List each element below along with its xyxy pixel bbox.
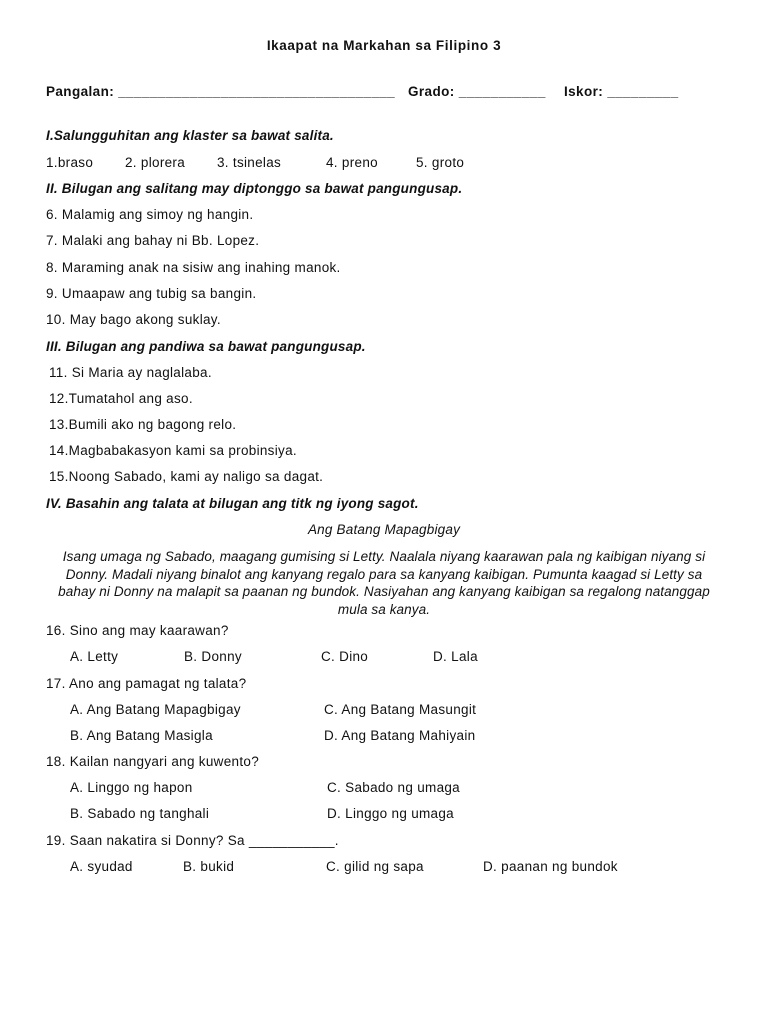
choice-item[interactable]: D. paanan ng bundok [483,859,618,874]
choice-item[interactable]: B. Donny [184,649,242,664]
choice-item[interactable]: D. Ang Batang Mahiyain [324,728,476,743]
question-item: 14.Magbabakasyon kami sa probinsiya. [49,443,297,458]
question-item: 7. Malaki ang bahay ni Bb. Lopez. [46,233,260,248]
choice-item[interactable]: C. Ang Batang Masungit [324,702,477,717]
question-item: 17. Ano ang pamagat ng talata? [46,676,247,691]
choice-item[interactable]: B. bukid [183,859,235,874]
word-item: 4. preno [326,155,378,170]
question-item: 11. Si Maria ay naglalaba. [49,365,212,380]
name-field[interactable]: Pangalan: ___________________________________ [46,84,396,99]
question-item: 12.Tumatahol ang aso. [49,391,193,406]
page-title: Ikaapat na Markahan sa Filipino 3 [266,38,502,53]
choice-item[interactable]: D. Linggo ng umaga [327,806,454,821]
section-3-heading: III. Bilugan ang pandiwa sa bawat pangungusap. [46,339,366,354]
choice-item[interactable]: A. Ang Batang Mapagbigay [70,702,241,717]
question-item: 18. Kailan nangyari ang kuwento? [46,754,259,769]
passage-text: Isang umaga ng Sabado, maagang gumising si Letty. Naalala niyang kaarawan pala ng kaibigan niyang si Donny. Madali niyang binalot ang kanyang regalo para sa kanyang kaibigan. Pumunta kaagad si Letty sa bahay ni Donny na malapit sa paanan ng bundok. Nasiyahan ang kanyang kaibigan sa regalong natanggap mula sa kanya. [58,549,710,617]
word-item: 2. plorera [125,155,186,170]
choice-item[interactable]: C. Dino [321,649,369,664]
word-item: 5. groto [416,155,465,170]
choice-item[interactable]: D. Lala [433,649,478,664]
section-2-heading: II. Bilugan ang salitang may diptonggo sa bawat pangungusap. [46,181,463,196]
word-item: 3. tsinelas [217,155,282,170]
section-1-heading: I.Salungguhitan ang klaster sa bawat salita. [46,128,334,143]
question-item: 6. Malamig ang simoy ng hangin. [46,207,254,222]
question-item: 19. Saan nakatira si Donny? Sa ___________. [46,833,339,848]
choice-item[interactable]: B. Sabado ng tanghali [70,806,210,821]
word-item: 1.braso [46,155,94,170]
choice-item[interactable]: B. Ang Batang Masigla [70,728,213,743]
question-item: 8. Maraming anak na sisiw ang inahing manok. [46,260,341,275]
choice-item[interactable]: A. Letty [70,649,119,664]
grade-field[interactable]: Grado: ___________ [408,84,546,99]
passage-title: Ang Batang Mapagbigay [307,522,461,537]
question-item: 9. Umaapaw ang tubig sa bangin. [46,286,257,301]
choice-item[interactable]: C. gilid ng sapa [326,859,424,874]
choice-item[interactable]: A. syudad [70,859,133,874]
question-item: 15.Noong Sabado, kami ay naligo sa dagat. [49,469,324,484]
question-item: 13.Bumili ako ng bagong relo. [49,417,237,432]
question-item: 16. Sino ang may kaarawan? [46,623,229,638]
choice-item[interactable]: C. Sabado ng umaga [327,780,460,795]
score-field[interactable]: Iskor: _________ [564,84,679,99]
choice-item[interactable]: A. Linggo ng hapon [70,780,193,795]
question-item: 10. May bago akong suklay. [46,312,221,327]
section-4-heading: IV. Basahin ang talata at bilugan ang titk ng iyong sagot. [46,496,419,511]
